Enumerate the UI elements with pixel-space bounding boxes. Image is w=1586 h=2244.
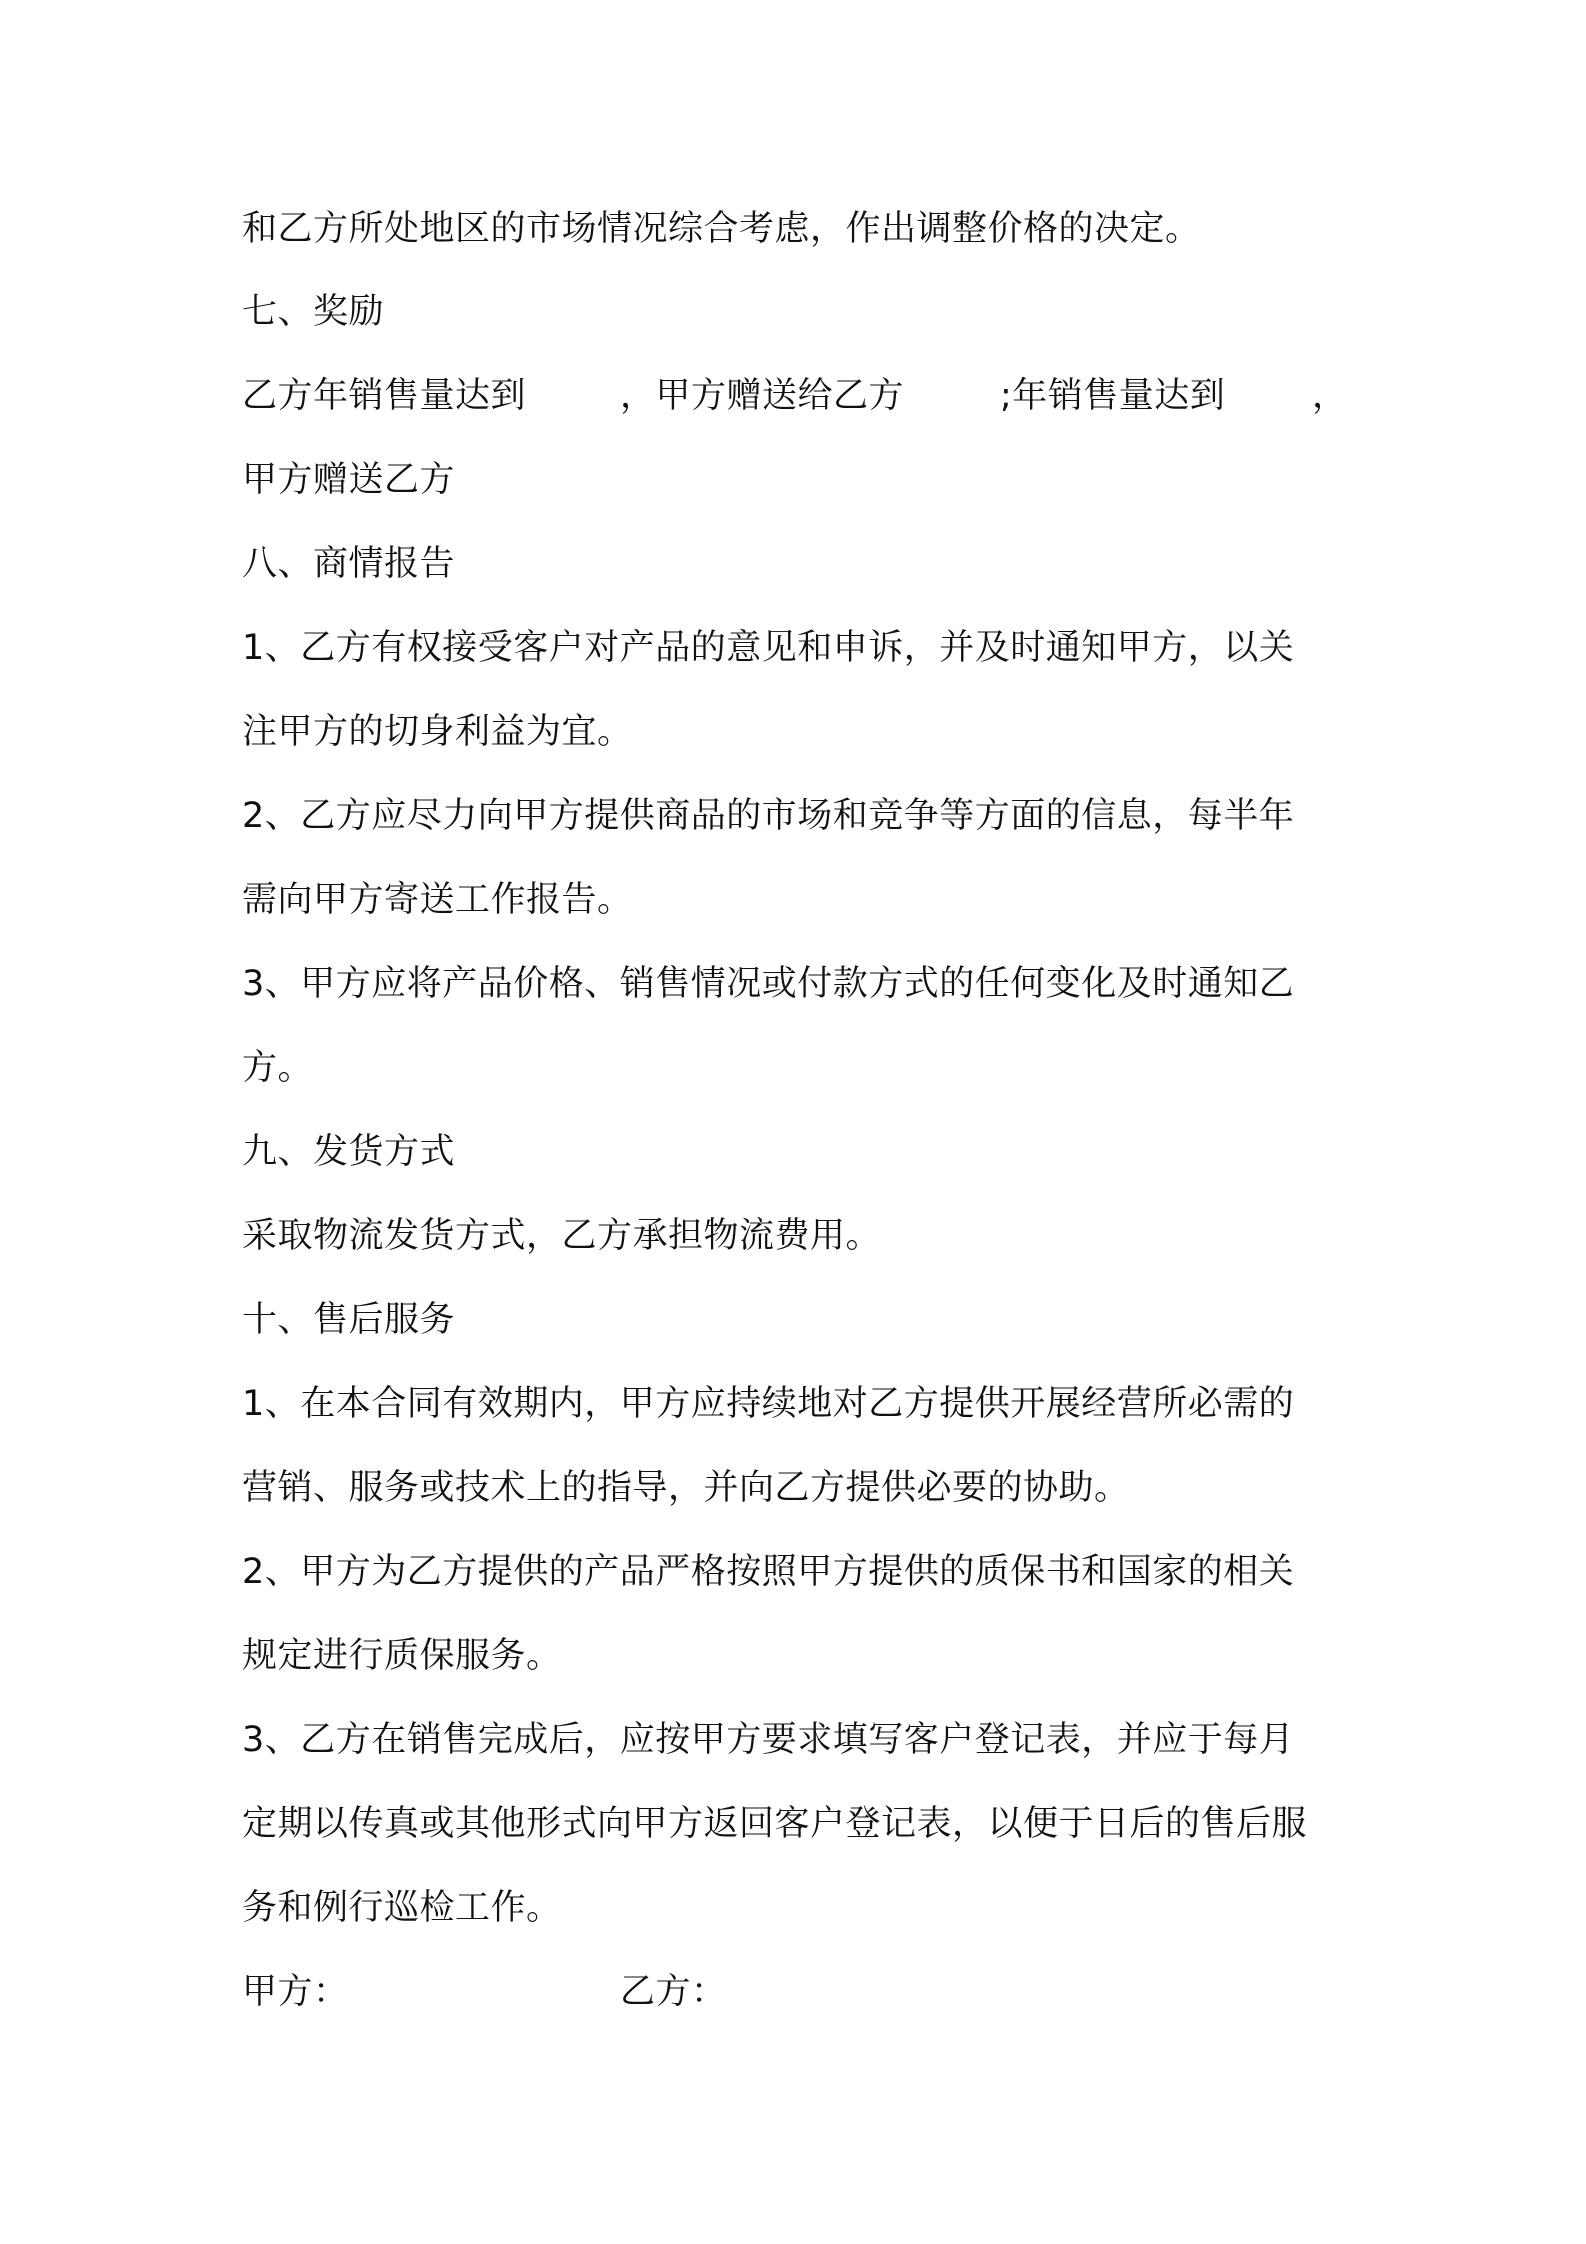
reward-text-part3: ;年销售量达到 — [1000, 376, 1226, 416]
text-line-report-1b: 注甲方的切身利益为宜。 — [242, 712, 633, 752]
text-line-service-3a: 3、乙方在销售完成后，应按甲方要求填写客户登记表，并应于每月 — [242, 1720, 1295, 1760]
text-line-service-2b: 规定进行质保服务。 — [242, 1636, 562, 1676]
text-line-service-2a: 2、甲方为乙方提供的产品严格按照甲方提供的质保书和国家的相关 — [242, 1552, 1295, 1592]
text-line-report-3b: 方。 — [242, 1048, 314, 1088]
section-heading-reward: 七、奖励 — [242, 292, 385, 332]
text-line-reward-2: 甲方赠送乙方 — [242, 460, 456, 500]
text-line-service-3b: 定期以传真或其他形式向甲方返回客户登记表，以便于日后的售后服 — [242, 1804, 1308, 1844]
text-line-1: 和乙方所处地区的市场情况综合考虑，作出调整价格的决定。 — [242, 209, 1201, 249]
text-line-report-3a: 3、甲方应将产品价格、销售情况或付款方式的任何变化及时通知乙 — [242, 964, 1295, 1004]
section-heading-shipping: 九、发货方式 — [242, 1132, 456, 1172]
section-heading-business-report: 八、商情报告 — [242, 544, 456, 584]
reward-text-part2: ，甲方赠送给乙方 — [620, 376, 905, 416]
text-line-shipping: 采取物流发货方式，乙方承担物流费用。 — [242, 1216, 882, 1256]
text-line-service-1a: 1、在本合同有效期内，甲方应持续地对乙方提供开展经营所必需的 — [242, 1384, 1295, 1424]
text-line-report-1a: 1、乙方有权接受客户对产品的意见和申诉，并及时通知甲方，以关 — [242, 628, 1295, 668]
party-b-signature-label: 乙方： — [620, 1972, 727, 2012]
reward-text-part4: ， — [1312, 376, 1348, 416]
text-line-service-1b: 营销、服务或技术上的指导，并向乙方提供必要的协助。 — [242, 1468, 1130, 1508]
text-line-report-2b: 需向甲方寄送工作报告。 — [242, 880, 633, 920]
text-line-service-3c: 务和例行巡检工作。 — [242, 1888, 562, 1928]
reward-text-part1: 乙方年销售量达到 — [242, 376, 527, 416]
text-line-report-2a: 2、乙方应尽力向甲方提供商品的市场和竞争等方面的信息，每半年 — [242, 796, 1295, 836]
section-heading-after-sales: 十、售后服务 — [242, 1300, 456, 1340]
party-a-signature-label: 甲方： — [242, 1972, 349, 2012]
